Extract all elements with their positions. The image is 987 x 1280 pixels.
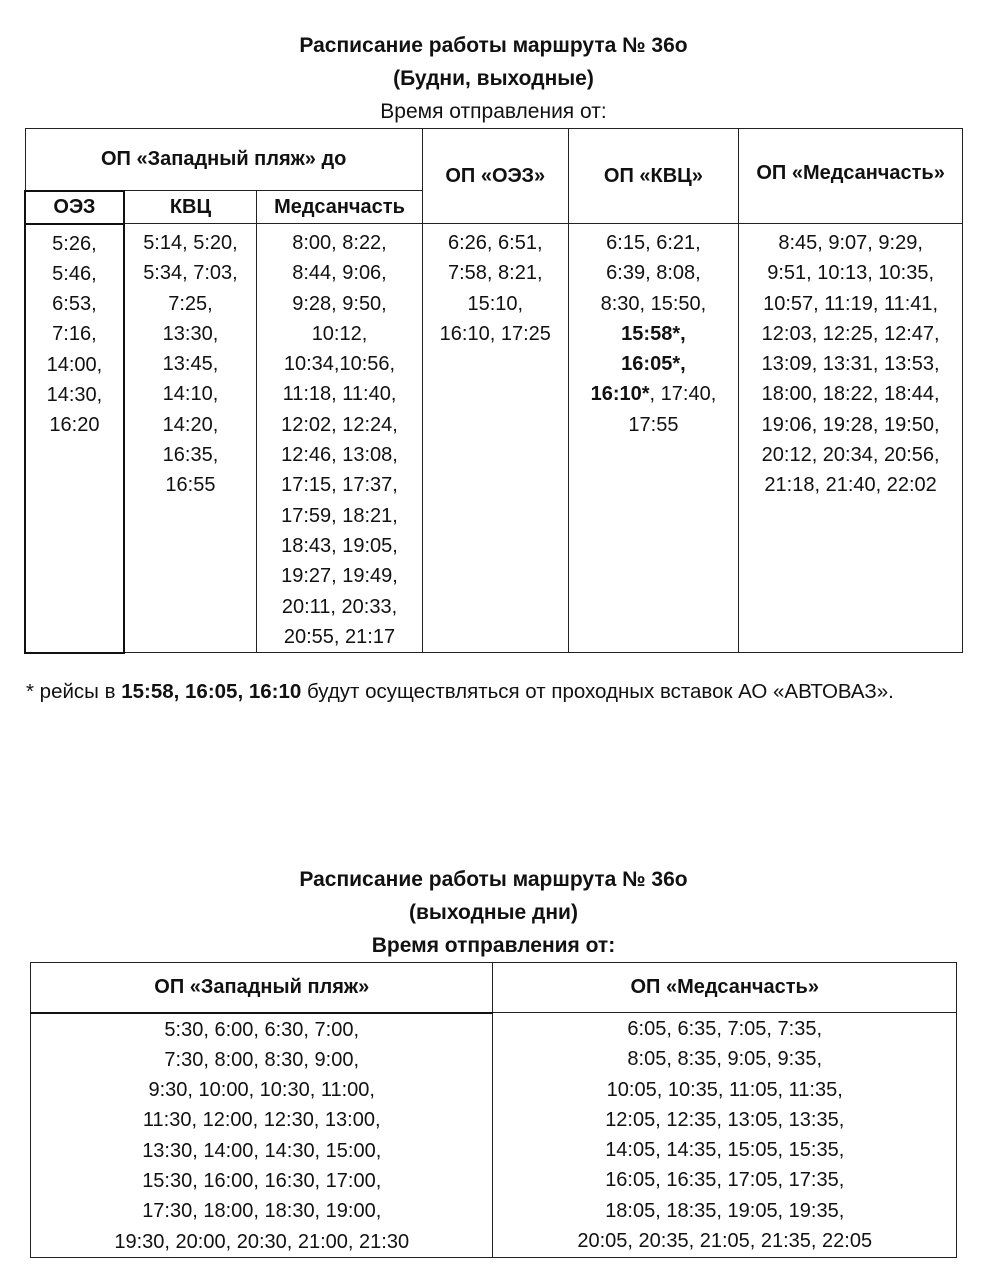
header-from-oez: ОП «ОЭЗ»	[422, 129, 568, 224]
schedule2-table	[30, 962, 957, 1258]
schedule1-departure-label: Время отправления от:	[380, 100, 607, 123]
schedule2-title: Расписание работы маршрута № 36о	[299, 868, 688, 891]
schedule1-subtitle: (Будни, выходные)	[393, 67, 594, 90]
col-west-beach-to-medsanchast: 8:00, 8:22, 8:44, 9:06, 9:28, 9:50, 10:12, 10:34,10:56, 11:18, 11:40, 12:02, 12:24, 12:46, 13:08, 17:15, 17:37, 17:59, 18:21, 18:43, 19:05, 19:27, 19:49, 20:11, 20:33, 20:55, 21:17	[257, 224, 423, 653]
subheader-medsanchast: Медсанчасть	[257, 191, 423, 224]
subheader-oez: ОЭЗ	[25, 191, 124, 224]
header-west-beach-to: ОП «Западный пляж» до	[25, 129, 422, 191]
header-west-beach: ОП «Западный пляж»	[31, 963, 493, 1013]
schedule1-table	[24, 128, 963, 654]
header-from-medsanchast: ОП «Медсанчасть»	[739, 129, 963, 224]
schedule1-title: Расписание работы маршрута № 36о	[299, 34, 688, 57]
header-from-kvc: ОП «КВЦ»	[568, 129, 739, 224]
col-from-oez: 6:26, 6:51, 7:58, 8:21, 15:10, 16:10, 17:25	[422, 224, 568, 653]
col-from-kvc: 6:15, 6:21, 6:39, 8:08, 8:30, 15:50, 15:58*, 16:05*, 16:10*, 17:40, 17:55	[568, 224, 739, 653]
col-west-beach: 5:30, 6:00, 6:30, 7:00, 7:30, 8:00, 8:30, 9:00, 9:30, 10:00, 10:30, 11:00, 11:30, 12:00, 12:30, 13:00, 13:30, 14:00, 14:30, 15:00, 15:30, 16:00, 16:30, 17:00, 17:30, 18:00, 18:30, 19:00, 19:30, 20:00, 20:30, 21:00, 21:30	[31, 1013, 493, 1258]
col-medsanchast: 6:05, 6:35, 7:05, 7:35, 8:05, 8:35, 9:05, 9:35, 10:05, 10:35, 11:05, 11:35, 12:05, 12:35, 13:05, 13:35, 14:05, 14:35, 15:05, 15:35, 16:05, 16:35, 17:05, 17:35, 18:05, 18:35, 19:05, 19:35, 20:05, 20:35, 21:05, 21:35, 22:05	[493, 1013, 957, 1258]
header-medsanchast: ОП «Медсанчасть»	[493, 963, 957, 1013]
schedule2-subtitle: (выходные дни)	[409, 901, 578, 924]
col-from-medsanchast: 8:45, 9:07, 9:29, 9:51, 10:13, 10:35, 10:57, 11:19, 11:41, 12:03, 12:25, 12:47, 13:09, 13:31, 13:53, 18:00, 18:22, 18:44, 19:06, 19:28, 19:50, 20:12, 20:34, 20:56, 21:18, 21:40, 22:02	[739, 224, 963, 653]
col-west-beach-to-kvc: 5:14, 5:20, 5:34, 7:03, 7:25, 13:30, 13:45, 14:10, 14:20, 16:35, 16:55	[124, 224, 257, 653]
subheader-kvc: КВЦ	[124, 191, 257, 224]
footnote: * рейсы в 15:58, 16:05, 16:10 будут осуществляться от проходных вставок АО «АВТОВАЗ».	[26, 680, 894, 703]
col-west-beach-to-oez: 5:26, 5:46, 6:53, 7:16, 14:00, 14:30, 16:20	[25, 224, 124, 653]
schedule2-departure-label: Время отправления от:	[371, 934, 616, 957]
